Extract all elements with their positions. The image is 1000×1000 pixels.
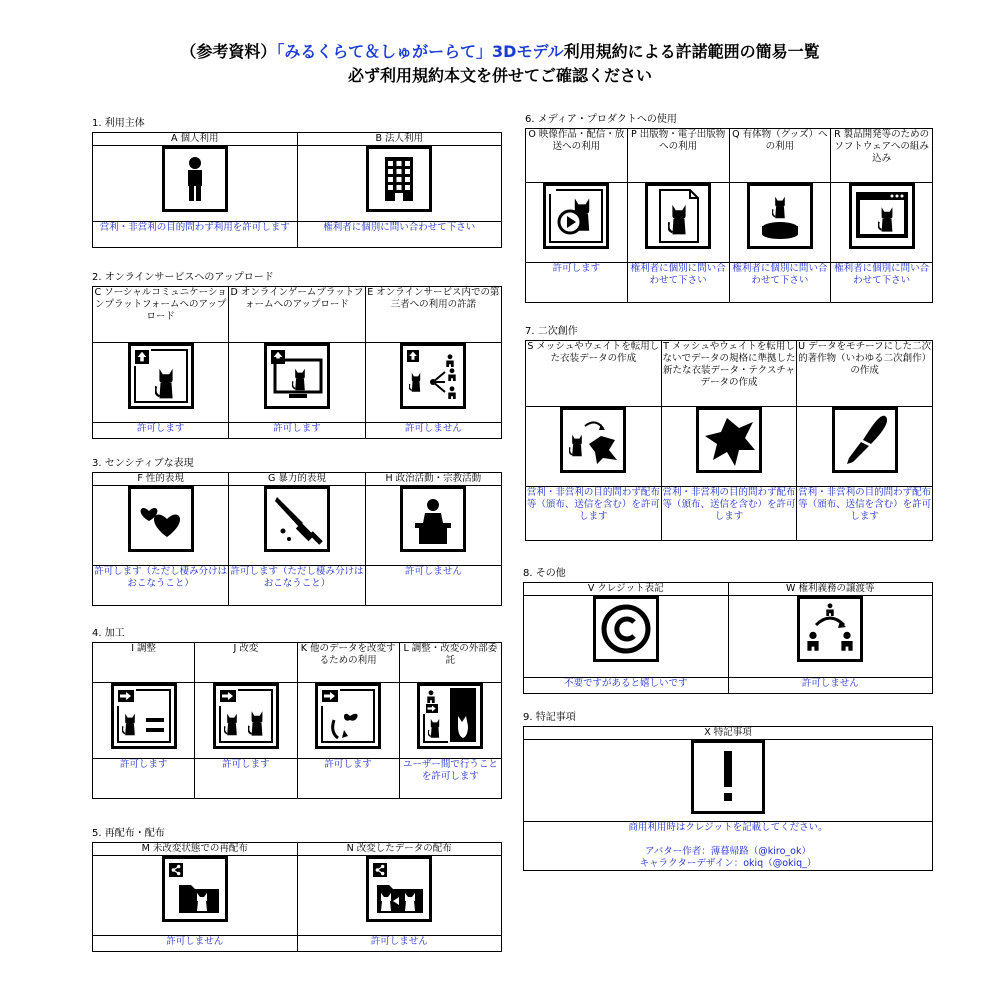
title-suffix: 利用規約による許諾範囲の簡易一覧: [563, 42, 820, 61]
status-b: 権利者に個別に問い合わせて下さい: [297, 222, 502, 248]
special-notes-body: [524, 822, 933, 871]
section-usage-subject: [92, 118, 502, 248]
status-d: 許可します: [229, 423, 365, 439]
software-window-cat-icon: [849, 183, 915, 249]
section-label: 6. メディア・プロダクトへの使用: [525, 114, 677, 125]
knife-icon: [264, 486, 330, 552]
share-folder-cat-icon: [162, 856, 228, 922]
col-header-g: G 暴力的表現: [229, 473, 365, 486]
section-derivative: [525, 326, 933, 541]
adjust-equals-icon: [111, 683, 177, 749]
note-credit-required: 商用利用時はクレジットを記載してください。: [628, 822, 828, 833]
section-label: 3. センシティブな表現: [92, 458, 194, 469]
status-h: 許可しません: [365, 566, 501, 606]
processing-table: [92, 642, 502, 799]
hearts-icon: [128, 486, 194, 552]
section-processing: [92, 628, 502, 799]
col-header-j: J 改変: [195, 643, 297, 683]
status-p: 権利者に個別に問い合わせて下さい: [627, 263, 729, 303]
col-header-k: K 他のデータを改変するための利用: [297, 643, 399, 683]
section-media-products: [525, 114, 933, 303]
section-online-upload: [92, 272, 502, 439]
col-header-i: I 調整: [93, 643, 195, 683]
copyright-icon: [593, 596, 659, 662]
col-header-h: H 政治活動・宗教活動: [365, 473, 501, 486]
section-redistribution: [92, 828, 502, 952]
ribbon-cat-icon: [315, 683, 381, 749]
note-avatar-author: アバター作者：薄暮帰路（@kiro_ok）: [645, 846, 811, 857]
section-other: [523, 568, 933, 694]
col-header-d: D オンラインゲームプラットフォームへのアップロード: [229, 287, 365, 343]
col-header-m: M 未改変状態での再配布: [93, 843, 298, 856]
status-g: 許可します（ただし棲み分けはおこなうこと）: [229, 566, 365, 606]
media-products-table: [525, 128, 933, 303]
status-c: 許可します: [93, 423, 229, 439]
status-o: 許可します: [526, 263, 628, 303]
outsource-icon: [417, 683, 483, 749]
page-title: [0, 40, 1000, 88]
status-w: 許可しません: [728, 678, 933, 694]
status-q: 権利者に個別に問い合わせて下さい: [729, 263, 831, 303]
status-m: 許可しません: [93, 936, 298, 952]
document-cat-icon: [645, 183, 711, 249]
col-header-f: F 性的表現: [93, 473, 229, 486]
section-label: 9. 特記事項: [523, 712, 576, 723]
section-label: 1. 利用主体: [92, 118, 145, 129]
upload-monitor-cat-icon: [264, 343, 330, 409]
col-header-x: X 特記事項: [524, 727, 933, 740]
transfer-users-icon: [797, 596, 863, 662]
section-label: 7. 二次創作: [525, 326, 578, 337]
status-s: 営利・非営利の目的問わず配布等（頒布、送信を含む）を許可します: [526, 487, 662, 541]
share-folder-modified-icon: [366, 856, 432, 922]
col-header-n: N 改変したデータの配布: [297, 843, 502, 856]
cat-dress-icon: [560, 407, 626, 473]
section-special-notes: [523, 712, 933, 871]
col-header-b: B 法人利用: [297, 133, 502, 146]
note-character-design: キャラクターデザイン：okiq（@okiq_）: [639, 858, 817, 869]
derivative-table: [525, 340, 933, 541]
exclamation-icon: [691, 740, 765, 814]
usage-subject-table: [92, 132, 502, 248]
col-header-l: L 調整・改変の外部委託: [399, 643, 501, 683]
upload-share-users-icon: [400, 343, 466, 409]
section-label: 5. 再配布・配布: [92, 828, 165, 839]
modify-cats-icon: [213, 683, 279, 749]
status-i: 許可します: [93, 759, 195, 799]
special-notes-table: [523, 726, 933, 871]
col-header-q: Q 有体物（グッズ）への利用: [729, 129, 831, 183]
upload-cat-icon: [128, 343, 194, 409]
col-header-r: R 製品開発等のためのソフトウェアへの組み込み: [831, 129, 933, 183]
dress-icon: [696, 407, 762, 473]
sensitive-table: [92, 472, 502, 606]
title-model-name: 「みるくらて＆しゅがーらて」3Dモデル: [276, 42, 564, 61]
col-header-c: C ソーシャルコミュニケーションプラットフォームへのアップロード: [93, 287, 229, 343]
col-header-w: W 権利義務の譲渡等: [728, 583, 933, 596]
redistribution-table: [92, 842, 502, 952]
building-icon: [366, 146, 432, 212]
person-icon: [162, 146, 228, 212]
section-label: 4. 加工: [92, 628, 125, 639]
col-header-t: T メッシュやウェイトを転用しないでデータの規格に準拠した新たな衣装データ・テクスチャデータの作成: [661, 341, 797, 407]
status-j: 許可します: [195, 759, 297, 799]
col-header-u: U データをモチーフにした二次的著作物（いわゆる二次創作）の作成: [797, 341, 933, 407]
status-k: 許可します: [297, 759, 399, 799]
figure-cat-icon: [747, 183, 813, 249]
col-header-s: S メッシュやウェイトを転用した衣装データの作成: [526, 341, 662, 407]
status-v: 不要ですがあると嬉しいです: [524, 678, 729, 694]
section-sensitive: [92, 458, 502, 606]
col-header-a: A 個人利用: [93, 133, 298, 146]
col-header-p: P 出版物・電子出版物への利用: [627, 129, 729, 183]
status-e: 許可しません: [365, 423, 501, 439]
online-upload-table: [92, 286, 502, 439]
col-header-e: E オンラインサービス内での第三者への利用の許諾: [365, 287, 501, 343]
status-r: 権利者に個別に問い合わせて下さい: [831, 263, 933, 303]
podium-speaker-icon: [400, 486, 466, 552]
section-label: 8. その他: [523, 568, 566, 579]
status-f: 許可します（ただし棲み分けはおこなうこと）: [93, 566, 229, 606]
status-u: 営利・非営利の目的問わず配布等（頒布、送信を含む）を許可します: [797, 487, 933, 541]
status-t: 営利・非営利の目的問わず配布等（頒布、送信を含む）を許可します: [661, 487, 797, 541]
pen-nib-icon: [832, 407, 898, 473]
video-cat-icon: [543, 183, 609, 249]
status-a: 営利・非営利の目的問わず利用を許可します: [93, 222, 298, 248]
section-label: 2. オンラインサービスへのアップロード: [92, 272, 274, 283]
status-n: 許可しません: [297, 936, 502, 952]
title-prefix: （参考資料）: [180, 42, 277, 61]
status-l: ユーザー間で行うことを許可します: [399, 759, 501, 799]
other-table: [523, 582, 933, 694]
col-header-v: V クレジット表記: [524, 583, 729, 596]
col-header-o: O 映像作品・配信・放送への利用: [526, 129, 628, 183]
title-note: 必ず利用規約本文を併せてご確認ください: [347, 66, 652, 85]
